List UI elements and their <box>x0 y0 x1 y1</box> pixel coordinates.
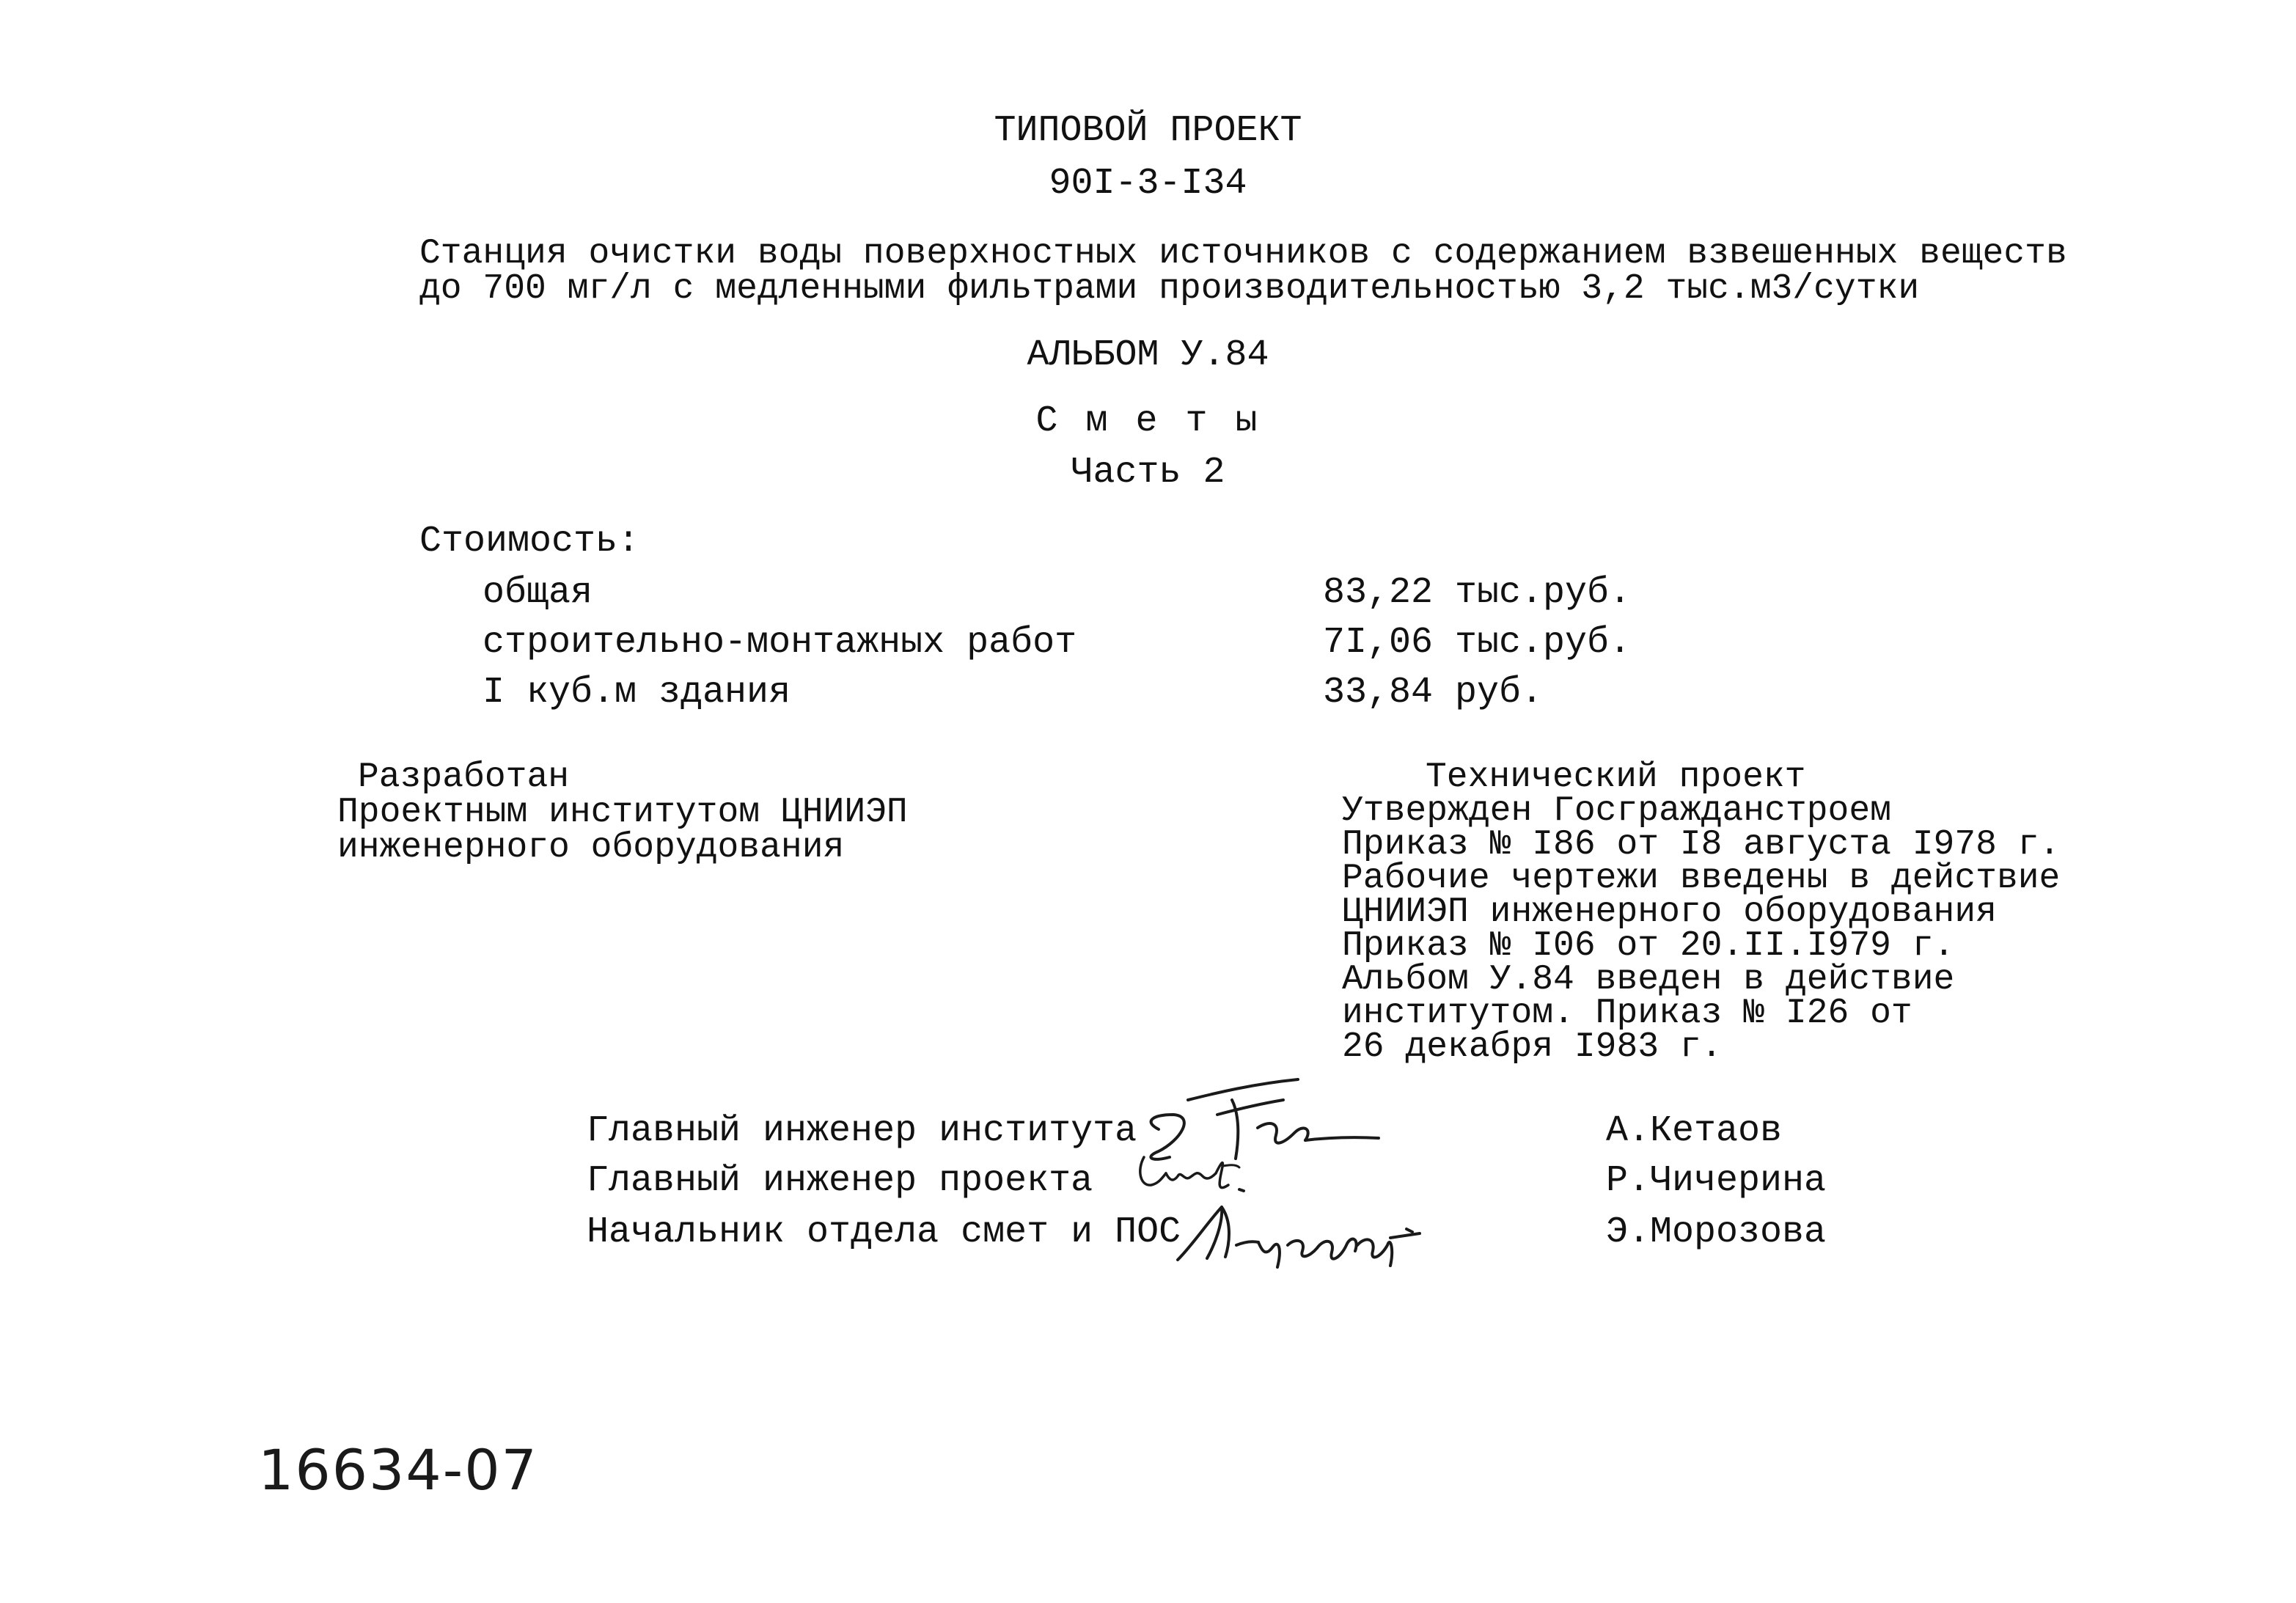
approval-line-3: Рабочие чертежи введены в действие <box>1342 859 2061 898</box>
cost-heading: Стоимость: <box>419 521 640 562</box>
approval-line-8: 26 декабря I983 г. <box>1342 1027 1723 1067</box>
signature-role-head-estimates: Начальник отдела смет и ПОС <box>587 1211 1181 1253</box>
part-title: Часть 2 <box>1071 452 1225 494</box>
approval-line-1: Утвержден Госгражданстроем <box>1342 791 1891 831</box>
approval-line-7: институтом. Приказ № I26 от <box>1342 994 1912 1033</box>
cost-label-per-cubic-meter: I куб.м здания <box>483 672 791 714</box>
description-line-1: Станция очистки воды поверхностных источников с содержанием взвешенных веществ <box>419 234 2067 274</box>
signature-role-chief-engineer-institute: Главный инженер института <box>587 1110 1137 1152</box>
developer-line-1: Проектным институтом ЦНИИЭП <box>337 793 908 832</box>
inventory-number: 16634-07 <box>258 1437 538 1503</box>
album-title: АЛЬБОМ У.84 <box>1027 334 1269 376</box>
approval-line-2: Приказ № I86 от I8 августа I978 г. <box>1342 825 2061 865</box>
cost-value-per-cubic-meter: 33,84 руб. <box>1323 672 1544 714</box>
description-line-2: до 700 мг/л с медленными фильтрами производительностью 3,2 тыс.м3/сутки <box>419 269 1920 309</box>
signature-name-chief-engineer-project: Р.Чичерина <box>1606 1160 1827 1202</box>
handwritten-signature-3 <box>1170 1194 1449 1274</box>
signature-name-head-estimates: Э.Морозова <box>1606 1211 1827 1253</box>
approval-line-6: Альбом У.84 введен в действие <box>1342 960 1955 999</box>
cost-label-construction: строительно-монтажных работ <box>483 622 1077 664</box>
developer-heading: Разработан <box>358 758 570 797</box>
developer-line-2: инженерного оборудования <box>337 828 845 867</box>
project-number: 90I-3-I34 <box>1049 163 1247 205</box>
section-title: С м е т ы <box>1035 400 1261 442</box>
approval-line-4: ЦНИИЭП инженерного оборудования <box>1342 892 1997 932</box>
approval-line-5: Приказ № I06 от 20.II.I979 г. <box>1342 926 1955 966</box>
cost-label-total: общая <box>483 572 593 614</box>
approval-heading: Технический проект <box>1426 758 1806 797</box>
signature-name-chief-engineer-institute: А.Кетаов <box>1606 1110 1783 1152</box>
cost-value-construction: 7I,06 тыс.руб. <box>1323 622 1632 664</box>
series-title: ТИПОВОЙ ПРОЕКТ <box>994 110 1302 152</box>
cost-value-total: 83,22 тыс.руб. <box>1323 572 1632 614</box>
signature-role-chief-engineer-project: Главный инженер проекта <box>587 1160 1093 1202</box>
